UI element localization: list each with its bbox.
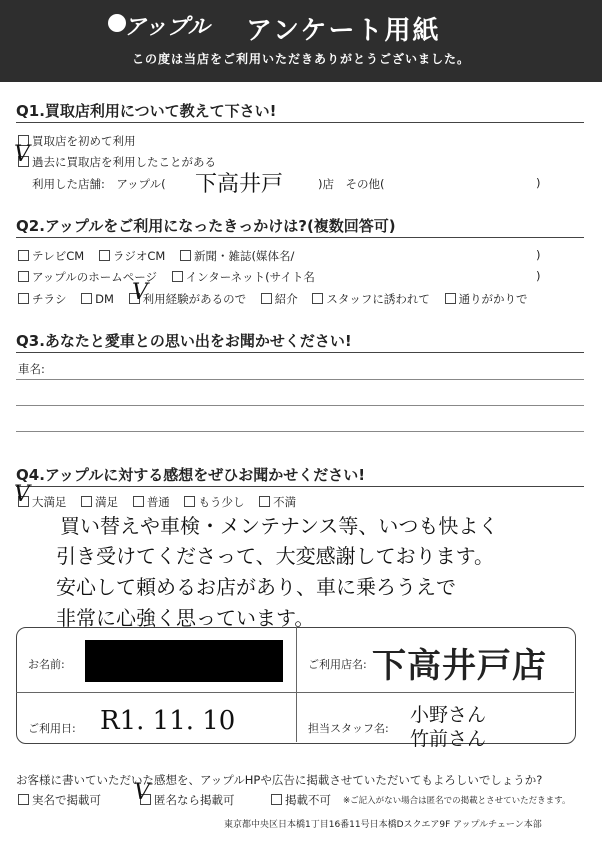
q2-row-2 [18, 269, 326, 285]
check-mark-icon: V [134, 780, 150, 805]
q1-store-value[interactable]: 下高井戸 [195, 172, 284, 197]
checkbox[interactable] [184, 496, 195, 507]
q1-title: Q1.買取店利用について教えて下さい! [16, 102, 277, 120]
consent-option-anonymous[interactable]: 匿名なら掲載可 [140, 792, 235, 808]
q2-row-2-close: ) [536, 269, 541, 283]
checkbox[interactable] [261, 293, 272, 304]
staff-value[interactable]: 竹前さん [410, 728, 487, 750]
q2-row-3 [18, 291, 539, 307]
checkbox[interactable] [81, 496, 92, 507]
q4-option-very-satisfied[interactable]: 大満足 [18, 494, 67, 510]
q3-write-line [16, 405, 584, 406]
date-value[interactable]: R1. 11. 10 [100, 706, 236, 736]
name-field-redacted [85, 640, 283, 682]
q4-option-satisfied[interactable]: 満足 [81, 494, 118, 510]
checkbox[interactable] [18, 250, 29, 261]
q2-option-dm[interactable]: DM [81, 292, 114, 306]
checkbox[interactable] [18, 293, 29, 304]
q4-comment-line[interactable]: 買い替えや車検・メンテナンス等、いつも快よく [60, 514, 499, 538]
consent-note: ※ご記入がない場合は匿名での掲載とさせていただきます。 [343, 796, 571, 806]
hq-address: 東京都中央区日本橋1丁目16番11号日本橋Dスクエア9F アップルチェーン本部 [224, 820, 542, 830]
checkbox[interactable] [259, 496, 270, 507]
q2-option-prior-use[interactable]: 利用経験があるので [129, 291, 247, 307]
brand-logo: アップル [124, 14, 210, 40]
survey-header [0, 0, 602, 82]
q1-store-suffix: )店 その他( [318, 177, 385, 191]
q2-row-1-close: ) [536, 248, 541, 262]
q2-option-passing-by[interactable]: 通りがかりで [445, 291, 528, 307]
q2-option-homepage[interactable]: アップルのホームページ [18, 269, 157, 285]
consent-option-none[interactable]: 掲載不可 [271, 792, 331, 808]
q3-title: Q3.あなたと愛車との思い出をお聞かせください! [16, 332, 352, 350]
name-label: お名前: [28, 658, 65, 671]
q2-option-newspaper[interactable]: 新聞・雑誌(媒体名/ [180, 248, 294, 264]
q1-option-first-time[interactable]: 買取店を初めて利用 [18, 133, 136, 149]
store-name-stamp: 下高井戸店 [372, 646, 547, 686]
q4-comment-line[interactable]: 引き受けてくださって、大変感謝しております。 [56, 544, 494, 568]
q3-write-line [16, 379, 584, 380]
q3-car-label: 車名: [18, 362, 45, 376]
q2-option-flyer[interactable]: チラシ [18, 291, 67, 307]
survey-title: アンケート用紙 [246, 16, 441, 46]
q4-option-normal[interactable]: 普通 [133, 494, 170, 510]
q4-comment-line[interactable]: 非常に心強く思っています。 [56, 606, 315, 630]
box-divider-horizontal [16, 692, 574, 693]
checkbox[interactable] [81, 293, 92, 304]
q2-option-staff[interactable]: スタッフに誘われて [312, 291, 430, 307]
publication-consent-question: お客様に書いていただいた感想を、アップルHPや広告に掲載させていただいてもよろしいでしょうか? [16, 773, 543, 787]
checkbox[interactable] [18, 794, 29, 805]
store-label: ご利用店名: [308, 658, 367, 671]
q2-option-radio[interactable]: ラジオCM [99, 248, 165, 264]
q2-option-tv[interactable]: テレビCM [18, 248, 84, 264]
checkbox[interactable] [271, 794, 282, 805]
checkbox[interactable] [172, 271, 183, 282]
consent-option-real-name[interactable]: 実名で掲載可 [18, 792, 101, 808]
q4-title: Q4.アップルに対する感想をぜひお聞かせください! [16, 466, 366, 484]
checkbox[interactable] [445, 293, 456, 304]
q1-divider [16, 122, 584, 123]
q2-divider [16, 237, 584, 238]
q3-write-line [16, 431, 584, 432]
q4-option-needs-improvement[interactable]: もう少し [184, 494, 244, 510]
checkbox[interactable] [133, 496, 144, 507]
q4-comment-line[interactable]: 安心して頼めるお店があり、車に乗ろうえで [56, 575, 456, 599]
check-mark-icon: V [14, 482, 30, 507]
checkbox[interactable] [180, 250, 191, 261]
q4-options [18, 494, 307, 510]
checkbox[interactable] [18, 271, 29, 282]
q2-title: Q2.アップルをご利用になったきっかけは?(複数回答可) [16, 217, 396, 235]
date-label: ご利用日: [28, 722, 76, 735]
staff-label: 担当スタッフ名: [308, 722, 389, 735]
q3-divider [16, 352, 584, 353]
survey-subtitle: この度は当店をご利用いただきありがとうございました。 [131, 52, 470, 66]
q4-option-dissatisfied[interactable]: 不満 [259, 494, 296, 510]
q1-store-close: ) [536, 176, 541, 190]
checkbox[interactable] [99, 250, 110, 261]
staff-value[interactable]: 小野さん [410, 704, 487, 726]
box-divider-vertical [296, 627, 297, 742]
checkbox[interactable] [312, 293, 323, 304]
check-mark-icon: V [14, 142, 30, 167]
q2-option-internet[interactable]: インターネット(サイト名 [172, 269, 315, 285]
q4-divider [16, 486, 584, 487]
check-mark-icon: V [132, 280, 148, 305]
q1-store-line: 利用した店舗: アップル( [32, 177, 166, 191]
q2-option-referral[interactable]: 紹介 [261, 291, 298, 307]
q1-option-returning[interactable]: 過去に買取店を利用したことがある [18, 154, 216, 170]
q2-row-1 [18, 248, 305, 264]
